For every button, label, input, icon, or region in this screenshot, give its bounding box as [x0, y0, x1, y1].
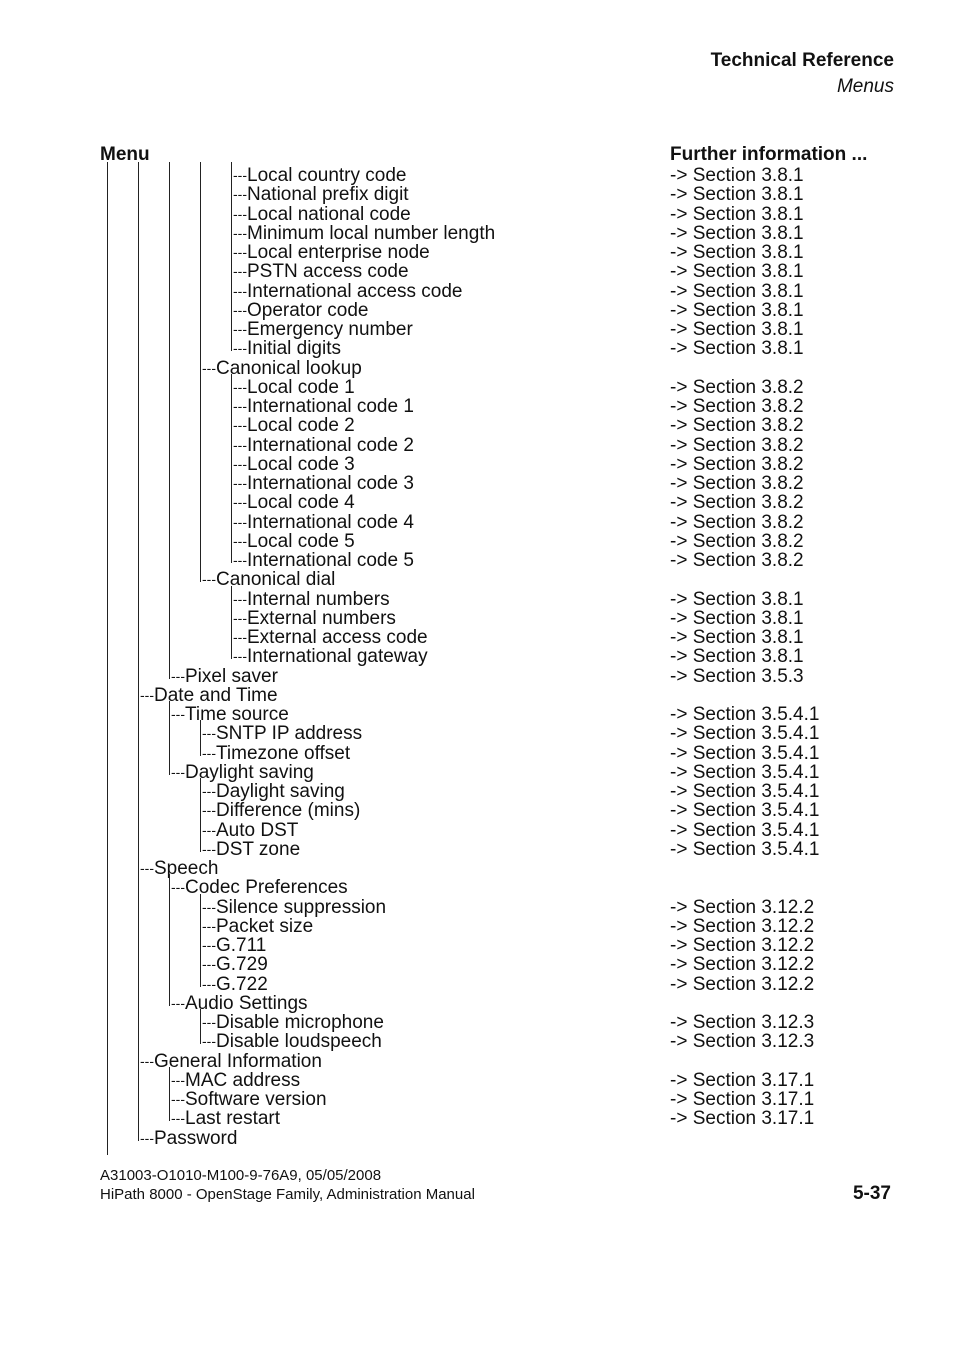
- menu-item-label: Packet size: [216, 915, 314, 937]
- footer-doc-id: A31003-O1010-M100-9-76A9, 05/05/2008: [100, 1167, 382, 1184]
- tree-connector: ---: [171, 706, 185, 722]
- menu-item-label: Difference (mins): [216, 800, 361, 822]
- menu-item-label: International code 1: [247, 396, 414, 417]
- section-reference: -> Section 3.12.2: [670, 935, 815, 956]
- section-reference: -> Section 3.5.4.1: [670, 761, 820, 783]
- tree-connector: ---: [171, 1071, 185, 1088]
- section-reference: -> Section 3.5.4.1: [670, 742, 820, 764]
- menu-item-label: Codec Preferences: [185, 877, 348, 899]
- tree-line: [200, 1009, 201, 1044]
- tree-connector: ---: [171, 763, 185, 780]
- menu-item-label: Local enterprise node: [247, 242, 430, 263]
- section-reference: -> Section 3.12.2: [670, 915, 815, 937]
- section-reference: -> Section 3.8.2: [670, 453, 804, 475]
- tree-connector: ---: [202, 783, 216, 799]
- tree-connector: ---: [202, 898, 216, 915]
- menu-item-label: Local code 3: [247, 453, 355, 475]
- menu-item-label: International gateway: [247, 646, 428, 668]
- menu-item-label: Password: [154, 1127, 238, 1149]
- tree-connector: ---: [202, 937, 216, 953]
- section-reference: -> Section 3.17.1: [670, 1069, 815, 1091]
- tree-connector: ---: [202, 1033, 216, 1050]
- tree-connector: ---: [233, 167, 247, 183]
- section-reference: -> Section 3.8.2: [670, 511, 804, 533]
- tree-connector: ---: [233, 532, 247, 549]
- menu-item-label: Daylight saving: [216, 781, 345, 802]
- menu-item-label: Software version: [185, 1089, 327, 1110]
- menu-item-label: Local national code: [247, 203, 411, 225]
- menu-item-label: Canonical lookup: [216, 357, 362, 379]
- tree-connector: ---: [233, 186, 247, 203]
- menu-item-label: Local code 5: [247, 530, 355, 552]
- tree-connector: ---: [140, 1052, 154, 1069]
- menu-item-label: General Information: [154, 1050, 322, 1072]
- menu-item-label: Auto DST: [216, 819, 299, 841]
- tree-connector: ---: [233, 629, 247, 645]
- menu-item-label: Local code 2: [247, 415, 355, 437]
- tree-line: [200, 778, 201, 852]
- menu-item-label: Canonical dial: [216, 569, 336, 591]
- section-reference: -> Section 3.8.1: [670, 299, 804, 321]
- menu-item-label: Audio Settings: [185, 992, 308, 1014]
- menu-item-label: G.729: [216, 954, 268, 976]
- tree-line: [231, 162, 232, 351]
- tree-connector: ---: [140, 686, 154, 703]
- tree-connector: ---: [233, 282, 247, 299]
- tree-connector: ---: [233, 648, 247, 665]
- section-reference: -> Section 3.8.1: [670, 203, 804, 225]
- section-reference: -> Section 3.8.2: [670, 530, 804, 552]
- section-reference: -> Section 3.8.2: [670, 550, 804, 571]
- menu-item-label: Timezone offset: [216, 742, 351, 764]
- tree-line: [107, 162, 108, 1155]
- section-reference: -> Section 3.8.2: [670, 434, 804, 456]
- tree-connector: ---: [202, 975, 216, 992]
- section-reference: -> Section 3.12.2: [670, 973, 815, 995]
- menu-item-label: MAC address: [185, 1069, 301, 1091]
- tree-line: [169, 701, 170, 775]
- header-subtitle: Menus: [836, 76, 894, 97]
- section-reference: -> Section 3.8.1: [670, 646, 804, 668]
- tree-line: [169, 162, 170, 679]
- tree-connector: ---: [233, 301, 247, 318]
- menu-item-label: DST zone: [216, 838, 301, 860]
- tree-connector: ---: [233, 321, 247, 337]
- footer-doc-title: HiPath 8000 - OpenStage Family, Administration Manual: [100, 1186, 475, 1203]
- column-header-further-information: Further information ...: [670, 144, 868, 165]
- tree-connector: ---: [233, 609, 247, 626]
- menu-item-label: Emergency number: [247, 319, 413, 340]
- tree-connector: ---: [202, 956, 216, 973]
- section-reference: -> Section 3.8.1: [670, 607, 804, 629]
- tree-connector: ---: [233, 263, 247, 280]
- menu-item-label: Date and Time: [154, 684, 278, 706]
- menu-item-label: G.711: [216, 935, 267, 956]
- section-reference: -> Section 3.5.3: [670, 665, 804, 687]
- tree-line: [200, 162, 201, 582]
- tree-connector: ---: [233, 552, 247, 568]
- menu-item-label: National prefix digit: [247, 184, 409, 206]
- section-reference: -> Section 3.17.1: [670, 1108, 815, 1130]
- menu-item-label: Local code 1: [247, 376, 355, 398]
- menu-item-label: Disable microphone: [216, 1012, 384, 1033]
- section-reference: -> Section 3.8.1: [670, 627, 804, 648]
- menu-item-label: Last restart: [185, 1108, 281, 1130]
- section-reference: -> Section 3.8.1: [670, 261, 804, 283]
- tree-connector: ---: [171, 1110, 185, 1127]
- tree-line: [200, 720, 201, 755]
- tree-connector: ---: [202, 802, 216, 819]
- section-reference: -> Section 3.8.1: [670, 319, 804, 340]
- tree-connector: ---: [202, 1014, 216, 1030]
- section-reference: -> Section 3.8.2: [670, 415, 804, 437]
- menu-item-label: Internal numbers: [247, 588, 390, 610]
- menu-item-label: Operator code: [247, 299, 369, 321]
- menu-item-label: International code 5: [247, 550, 414, 571]
- tree-connector: ---: [202, 840, 216, 857]
- tree-connector: ---: [233, 494, 247, 511]
- menu-item-label: Time source: [185, 704, 289, 725]
- section-reference: -> Section 3.8.1: [670, 588, 804, 610]
- menu-item-label: External numbers: [247, 607, 396, 629]
- column-header-menu: Menu: [100, 144, 150, 165]
- tree-connector: ---: [140, 860, 154, 876]
- menu-item-label: Daylight saving: [185, 761, 314, 783]
- tree-connector: ---: [233, 436, 247, 453]
- section-reference: -> Section 3.5.4.1: [670, 781, 820, 802]
- tree-connector: ---: [202, 821, 216, 838]
- tree-connector: ---: [202, 359, 216, 376]
- tree-connector: ---: [233, 224, 247, 241]
- tree-connector: ---: [233, 378, 247, 395]
- tree-connector: ---: [202, 744, 216, 761]
- tree-line: [169, 1067, 170, 1122]
- menu-item-label: PSTN access code: [247, 261, 409, 283]
- section-reference: -> Section 3.12.2: [670, 954, 815, 976]
- section-reference: -> Section 3.8.1: [670, 280, 804, 302]
- section-reference: -> Section 3.5.4.1: [670, 723, 820, 745]
- section-reference: -> Section 3.8.2: [670, 376, 804, 398]
- section-reference: -> Section 3.17.1: [670, 1089, 815, 1110]
- tree-connector: ---: [171, 1091, 185, 1107]
- tree-connector: ---: [233, 340, 247, 357]
- tree-connector: ---: [202, 571, 216, 588]
- tree-line: [138, 162, 139, 1141]
- section-reference: -> Section 3.12.2: [670, 896, 815, 918]
- section-reference: -> Section 3.5.4.1: [670, 800, 820, 822]
- section-reference: -> Section 3.5.4.1: [670, 819, 820, 841]
- tree-line: [231, 374, 232, 563]
- footer-page-number: 5-37: [852, 1183, 891, 1204]
- tree-connector: ---: [233, 475, 247, 491]
- menu-item-label: Silence suppression: [216, 896, 387, 918]
- tree-connector: ---: [233, 455, 247, 472]
- menu-item-label: External access code: [247, 627, 428, 648]
- menu-item-label: Local code 4: [247, 492, 355, 514]
- menu-item-label: Speech: [154, 858, 219, 879]
- tree-connector: ---: [233, 513, 247, 530]
- section-reference: -> Section 3.12.3: [670, 1012, 815, 1033]
- menu-item-label: SNTP IP address: [216, 723, 363, 745]
- menu-item-label: Pixel saver: [185, 665, 278, 687]
- section-reference: -> Section 3.12.3: [670, 1031, 815, 1053]
- tree-connector: ---: [233, 244, 247, 260]
- menu-item-label: G.722: [216, 973, 268, 995]
- header-title: Technical Reference: [710, 50, 894, 71]
- tree-connector: ---: [233, 398, 247, 414]
- section-reference: -> Section 3.5.4.1: [670, 838, 820, 860]
- menu-item-label: Disable loudspeech: [216, 1031, 382, 1053]
- tree-line: [169, 874, 170, 1006]
- section-reference: -> Section 3.8.1: [670, 165, 804, 186]
- menu-item-label: International code 3: [247, 473, 414, 494]
- section-reference: -> Section 3.8.1: [670, 338, 804, 360]
- section-reference: -> Section 3.8.2: [670, 492, 804, 514]
- tree-connector: ---: [140, 1129, 154, 1146]
- tree-connector: ---: [233, 205, 247, 222]
- tree-connector: ---: [202, 917, 216, 934]
- tree-line: [200, 894, 201, 987]
- menu-item-label: Local country code: [247, 165, 407, 186]
- tree-connector: ---: [171, 667, 185, 684]
- tree-line: [231, 586, 232, 660]
- menu-item-label: Minimum local number length: [247, 222, 496, 244]
- tree-connector: ---: [233, 590, 247, 607]
- section-reference: -> Section 3.8.2: [670, 396, 804, 417]
- section-reference: -> Section 3.8.1: [670, 242, 804, 263]
- section-reference: -> Section 3.8.2: [670, 473, 804, 494]
- menu-item-label: International code 2: [247, 434, 414, 456]
- tree-connector: ---: [171, 994, 185, 1011]
- tree-connector: ---: [202, 725, 216, 742]
- section-reference: -> Section 3.5.4.1: [670, 704, 820, 725]
- menu-item-label: International access code: [247, 280, 463, 302]
- tree-connector: ---: [171, 879, 185, 896]
- section-reference: -> Section 3.8.1: [670, 184, 804, 206]
- section-reference: -> Section 3.8.1: [670, 222, 804, 244]
- menu-item-label: Initial digits: [247, 338, 341, 360]
- tree-connector: ---: [233, 417, 247, 434]
- menu-item-label: International code 4: [247, 511, 414, 533]
